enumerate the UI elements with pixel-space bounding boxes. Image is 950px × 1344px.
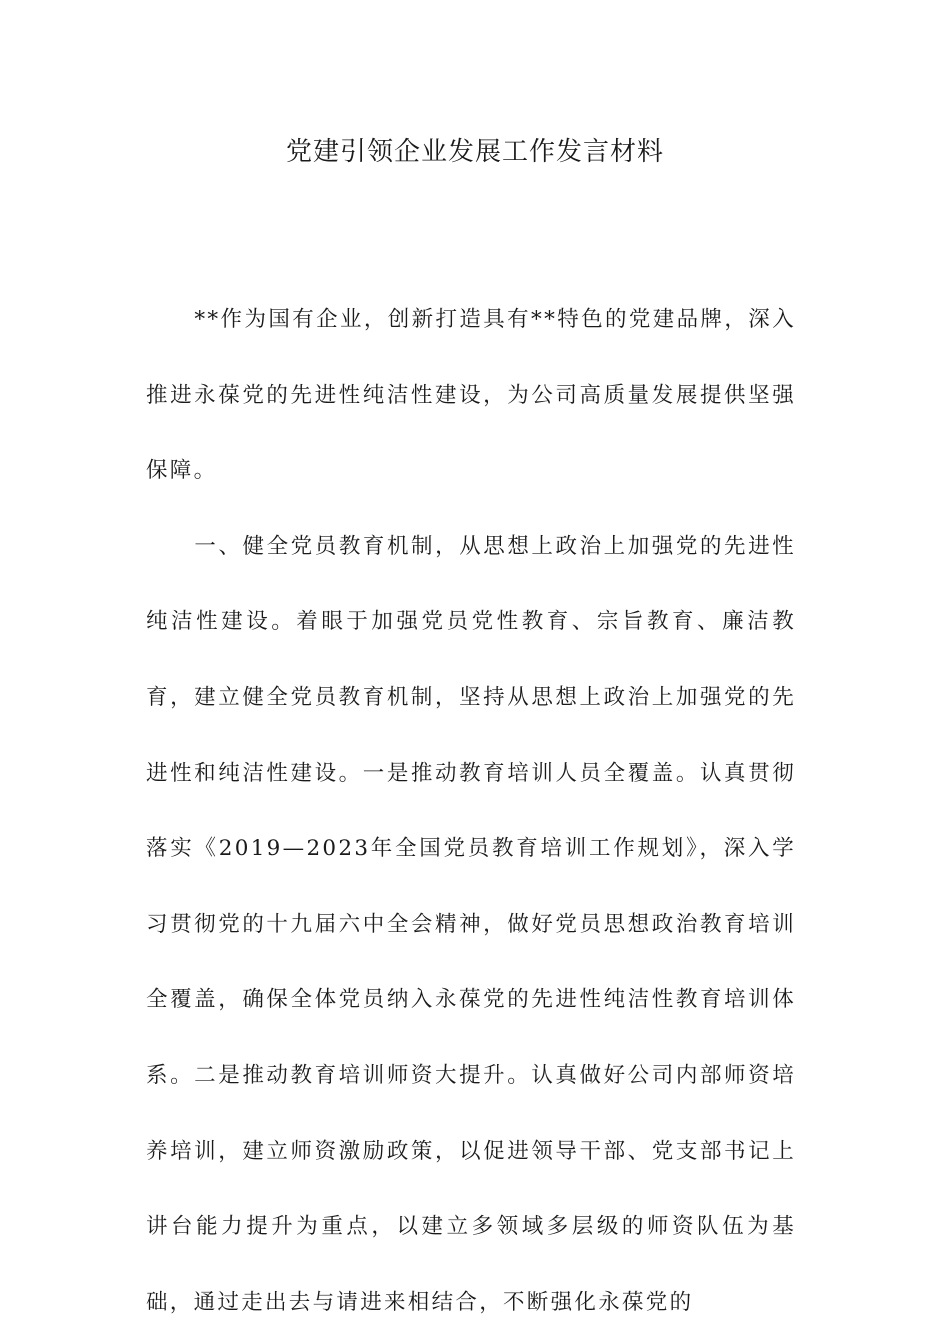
paragraph-section-one: 一、健全党员教育机制，从思想上政治上加强党的先进性纯洁性建设。着眼于加强党员党性教育、宗旨教育、廉洁教育，建立健全党员教育机制，坚持从思想上政治上加强党的先进性和纯洁性建设。一是推动教育培训人员全覆盖。认真贯彻落实《2019—2023年全国党员教育培训工作规划》，深入学习贯彻党的十九届六中全会精神，做好党员思想政治教育培训全覆盖，确保全体党员纳入永葆党的先进性纯洁性教育培训体系。二是推动教育培训师资大提升。认真做好公司内部师资培养培训，建立师资激励政策，以促进领导干部、党支部书记上讲台能力提升为重点，以建立多领域多层级的师资队伍为基础，通过走出去与请进来相结合，不断强化永葆党的 <box>146 533 796 1315</box>
paragraph-intro: **作为国有企业，创新打造具有**特色的党建品牌，深入推进永葆党的先进性纯洁性建设，为公司高质量发展提供坚强保障。 <box>146 307 796 484</box>
document-body <box>146 282 796 1340</box>
document-title: 党建引领企业发展工作发言材料 <box>285 137 664 167</box>
